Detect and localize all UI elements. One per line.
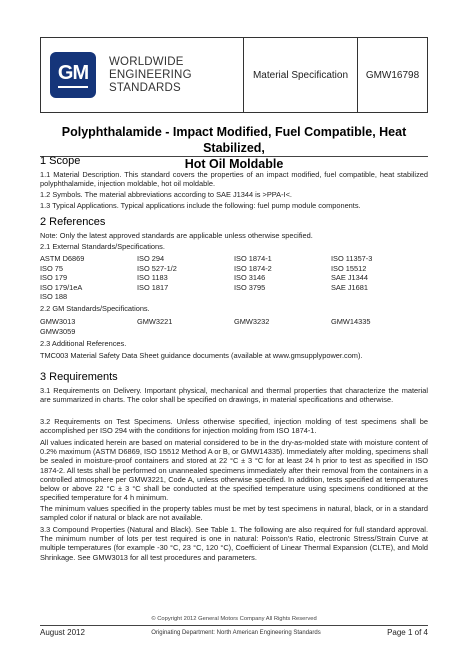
page-footer xyxy=(40,628,428,637)
standard-item: ISO 527-1/2 xyxy=(137,263,177,273)
standard-item: GMW3232 xyxy=(234,317,270,326)
footer-department: Originating Department: North American Engineering Standards xyxy=(151,629,321,636)
org-name-line: WORLDWIDE xyxy=(109,55,184,68)
standard-item: ISO 179 xyxy=(40,273,68,282)
gm-logo-underline xyxy=(58,86,88,88)
copyright-notice: © Copyright 2012 General Motors Company All Rights Reserved xyxy=(151,616,317,622)
standard-item: ASTM D6869 xyxy=(40,254,85,263)
section-heading-scope: 1 Scope xyxy=(40,155,81,167)
document-header xyxy=(40,37,428,113)
org-name-cell xyxy=(105,38,243,112)
standard-item: ISO 179/1eA xyxy=(40,282,83,292)
standard-item: ISO 1183 xyxy=(137,273,168,282)
requirements-paragraph-1: 3.1 Requirements on Delivery. Important physical, mechanical and thermal properties that characterize the material are summarized in charts. The color shall be specified on drawings, in material specifications and otherwise. xyxy=(40,386,428,405)
standard-item: ISO 1874-1 xyxy=(234,254,272,263)
org-name-line: STANDARDS xyxy=(109,81,181,94)
standard-item: ISO 3795 xyxy=(234,282,266,292)
gm-logo-text: GM xyxy=(57,61,89,84)
document-number: GMW16798 xyxy=(357,38,427,112)
standard-item: ISO 188 xyxy=(40,292,68,301)
logo-cell xyxy=(41,38,105,112)
standard-item: GMW3013 xyxy=(40,317,76,326)
requirements-paragraph-3: All values indicated herein are based on material considered to be in the dry-as-molded state with moisture content of 0.2% maximum (ASTM D6869, ISO 15512 Method A or B, or GMW14335). Immediately after molding, specimens shall be sealed in moisture-proof containers and stored at 22 °C ± 3 °C for at least 24 h prior to test as specified in ISO 1874-2. All tests shall be performed on unannealed specimens immediately after their removal from the containers in a controlled atmosphere per GMW3221, Code A, unless otherwise specified. In addition, tests specified at temperatures below or above 22 °C ± 3 °C shall be conducted at the specified temperature using specimens conditioned at the specified temperature for 4 h minimum. xyxy=(40,438,428,503)
gm-standards-list xyxy=(40,317,428,336)
standard-item: GMW3221 xyxy=(137,317,173,326)
requirements-paragraph-5: 3.3 Compound Properties (Natural and Black). See Table 1. The following are also required for full standard approval. The minimum number of lots per test required is one in natural: Poisson’s Ratio, electronic Stress/Strain Curve at multiple temperatures (for example -30 °C, 23 °C, 120 °C), Coefficient of Linear Thermal Expansion (CLTE), and Mold Shrinkage. See GMW3013 for all test procedures and parameters. xyxy=(40,525,428,562)
title-line: Polyphthalamide - Impact Modified, Fuel Compatible, Heat Stabilized, xyxy=(61,125,407,155)
footer-date: August 2012 xyxy=(40,628,85,637)
additional-references-text: TMC003 Material Safety Data Sheet guidance documents (available at www.gmsupplypower.com). xyxy=(40,351,363,360)
standard-item: GMW14335 xyxy=(331,317,371,326)
requirements-paragraph-2: 3.2 Requirements on Test Specimens. Unless otherwise specified, injection molding of test specimens shall be accomplished per ISO 294 with the conditions for injection molding from ISO 1874-1. xyxy=(40,417,428,436)
external-standards-heading: 2.1 External Standards/Specifications. xyxy=(40,242,165,251)
page-number: Page 1 of 4 xyxy=(387,628,428,637)
requirements-paragraph-4: The minimum values specified in the property tables must be met by test specimens in natural, black, or in a standard sampled color if natural or black are not available. xyxy=(40,504,428,523)
references-note: Note: Only the latest approved standards are applicable unless otherwise specified. xyxy=(40,231,313,240)
external-standards-list xyxy=(40,254,428,302)
scope-paragraph-1: 1.1 Material Description. This standard covers the properties of an impact modified, fuel compatible, heat stabilized polyphthalamide, injection moldable, hot oil moldable. xyxy=(40,170,428,189)
section-heading-references: 2 References xyxy=(40,216,106,228)
standard-item: ISO 1874-2 xyxy=(234,263,272,273)
standard-item: ISO 3146 xyxy=(234,273,266,282)
section-heading-requirements: 3 Requirements xyxy=(40,371,118,383)
standard-item: ISO 294 xyxy=(137,254,165,263)
scope-paragraph-3: 1.3 Typical Applications. Typical applications include the following: fuel pump module components. xyxy=(40,201,361,210)
org-name xyxy=(109,56,192,95)
gm-logo xyxy=(50,52,96,98)
scope-paragraph-2: 1.2 Symbols. The material abbreviations according to SAE J1344 is >PPA-I<. xyxy=(40,190,292,199)
footer-divider xyxy=(40,625,428,626)
material-spec-label: Material Specification xyxy=(243,38,357,112)
standard-item: ISO 75 xyxy=(40,263,64,273)
title-line: Hot Oil Moldable xyxy=(184,157,284,171)
standard-item: SAE J1344 xyxy=(331,273,368,282)
standard-item: ISO 11357-3 xyxy=(331,254,373,263)
standard-item: ISO 1817 xyxy=(137,282,169,292)
gm-standards-heading: 2.2 GM Standards/Specifications. xyxy=(40,304,150,313)
standard-item: GMW3059 xyxy=(40,326,76,336)
standard-item: ISO 15512 xyxy=(331,263,367,273)
org-name-line: ENGINEERING xyxy=(109,68,192,81)
additional-references-heading: 2.3 Additional References. xyxy=(40,339,127,348)
standard-item: SAE J1681 xyxy=(331,282,368,292)
